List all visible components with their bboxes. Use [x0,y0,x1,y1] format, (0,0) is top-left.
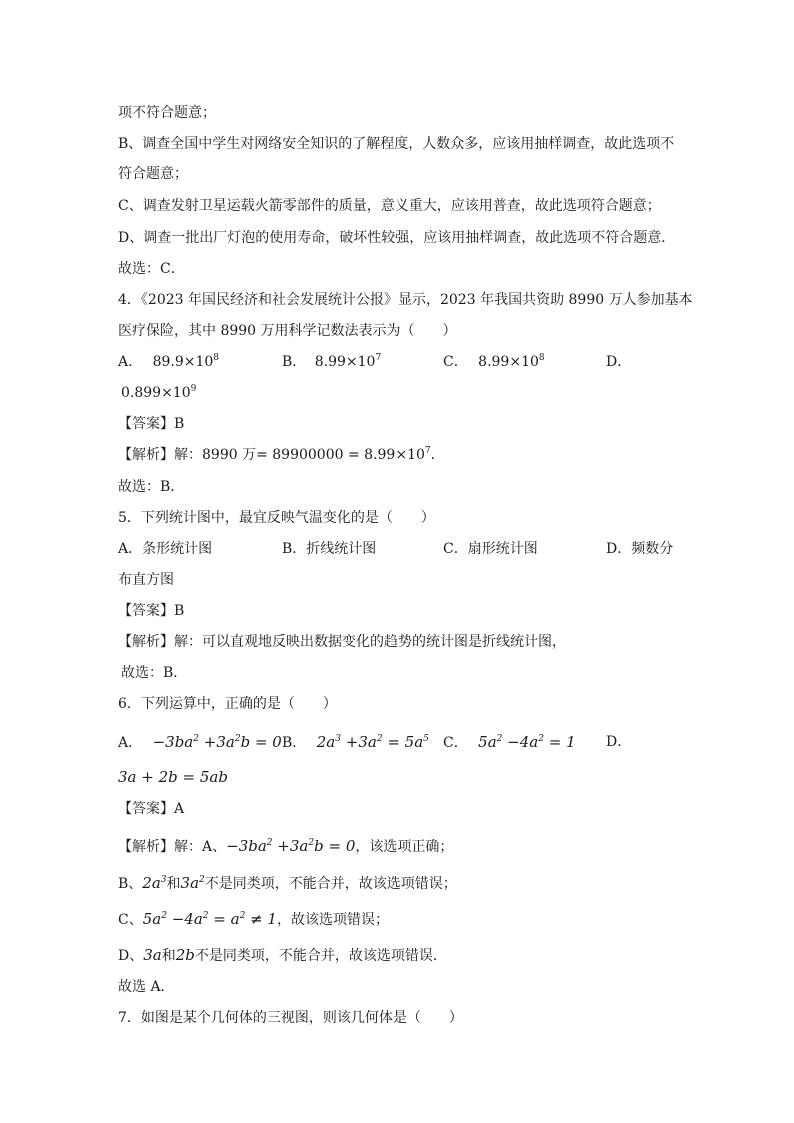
q4-option-c-base: 8.99×10 [478,354,539,370]
q3-analysis-option-d: D、调查一批出厂灯泡的使用寿命，破坏性较强，应该用抽样调查，故此选项不符合题意． [118,230,676,246]
q4-option-b-label: B． [282,354,307,370]
q6-option-b [282,732,429,753]
q6-analysis-a [118,836,453,857]
q3-conclusion: 故选：C． [118,261,185,277]
q5-analysis-text: 解：可以直观地反映出数据变化的趋势的统计图是折线统计图， [174,634,566,650]
q5-stem: 5．下列统计图中，最宜反映气温变化的是（ ） [118,510,435,526]
q4-option-d-exp: 9 [190,384,197,394]
q4-analysis-text: 解：8990 万 [174,447,257,463]
q4-option-d [121,383,196,403]
q6-option-a-expr: $-3ba^2 +3a^2b = 0$ [152,733,282,751]
q5-analysis-tag: 【解析】 [118,634,174,650]
q4-conclusion: 故选：B． [118,479,185,495]
q4-answer-value: B [174,416,185,432]
q4-analysis [118,445,445,465]
q4-analysis-exp: 7 [424,446,431,456]
q5-option-d-cont: 布直方图 [118,572,174,588]
q6-option-b-expr: $2a^3 +3a^2 = 5a^5$ [316,733,429,751]
q6-option-b-label: B． [282,735,307,751]
q6-analysis-d-mid: 和 [161,948,176,964]
q6-answer-value: A [174,801,185,817]
q6-option-c-expr: $5a^2 -4a^2 = 1$ [478,733,576,751]
q4-option-c-label: C． [443,354,468,370]
q6-stem: 6．下列运算中，正确的是（ ） [118,696,337,712]
q6-answer [118,799,184,819]
q5-option-c: C．扇形统计图 [443,541,538,557]
q5-analysis [118,632,566,652]
q6-analysis-c [118,909,389,930]
q6-option-d [118,767,228,788]
q6-option-c-label: C． [443,735,468,751]
q6-analysis-a-expr: $-3ba^2 +3a^2b = 0$ [226,837,356,855]
q7-stem: 7．如图是某个几何体的三视图，则该几何体是（ ） [118,1010,463,1026]
q4-option-d-base: 0.899×10 [121,385,191,401]
q4-analysis-math: = 89900000 = 8.99×10 [256,447,425,463]
q6-analysis-b-pre: B、 [118,876,143,892]
q4-answer [118,414,184,434]
q6-conclusion: 故选 A． [118,979,175,995]
q4-option-b [282,352,381,372]
q6-option-d-label: D． [606,734,632,750]
q3-analysis-option-c: C、调查发射卫星运载火箭零部件的质量，意义重大，应该用普查，故此选项符合题意； [118,198,661,214]
q6-analysis-c-post: ，故该选项错误； [276,912,389,928]
q4-analysis-tag: 【解析】 [118,447,174,463]
q4-analysis-end: ． [430,447,445,463]
q3-analysis-option-b: B、调查全国中学生对网络安全知识的了解程度，人数众多，应该用抽样调查，故此选项不 [118,136,675,152]
q6-analysis-d [118,945,447,966]
q4-option-a-base: 89.9×10 [152,354,214,370]
q4-option-a [118,352,219,372]
q6-analysis-d-post: 不是同类项，不能合并，故该选项错误． [194,948,447,964]
q5-answer-value: B [174,603,185,619]
q6-answer-tag: 【答案】 [118,801,174,817]
q6-option-a-label: A． [118,735,143,751]
q5-answer [118,601,184,621]
q6-analysis-d-pre: D、 [118,948,144,964]
q5-conclusion: 故选：B． [121,665,188,681]
q4-option-c [443,352,545,372]
q4-option-a-exp: 8 [213,353,220,363]
q6-analysis-b-post: 不是同类项，不能合并，故该选项错误； [204,876,457,892]
q6-analysis-b-expr2: $3a^2$ [180,874,205,892]
q6-analysis-a-post: ，该选项正确； [355,839,454,855]
q4-answer-tag: 【答案】 [118,416,174,432]
q3-analysis-option-b-end: 符合题意； [118,166,188,182]
q6-option-d-expr: 3a + 2b = 5ab [118,768,228,786]
q6-analysis-b-mid: 和 [166,876,181,892]
q6-analysis-c-pre: C、 [118,912,143,928]
q5-option-b: B．折线统计图 [282,541,377,557]
q6-analysis-a-pre: 解：A、 [174,839,227,855]
q4-stem-line2: 医疗保险，其中 8990 万用科学记数法表示为（ ） [118,323,457,339]
q4-option-b-exp: 7 [375,353,382,363]
q6-option-a [118,732,282,753]
q4-option-b-base: 8.99×10 [314,354,376,370]
q4-option-a-label: A． [118,354,143,370]
q5-answer-tag: 【答案】 [118,603,174,619]
q6-analysis-c-expr: $5a^2 -4a^2 = a^2 \ne 1$ [142,910,277,928]
q6-option-c [443,732,576,753]
q4-option-d-label: D． [606,354,632,370]
q6-analysis-d-expr1: 3a [143,946,162,964]
q4-stem-line1: 4．《2023 年国民经济和社会发展统计公报》显示，2023 年我国共资助 8990 万人参加基本 [118,292,693,308]
q6-analysis-b-expr1: $2a^3$ [142,874,167,892]
q5-option-d: D．频数分 [606,541,674,557]
q3-analysis-line-a-end: 项不符合题意； [118,105,216,121]
q6-analysis-d-expr2: 2b [175,946,195,964]
q6-analysis-tag: 【解析】 [118,839,174,855]
q4-option-c-exp: 8 [538,353,545,363]
q5-option-a: A．条形统计图 [118,541,213,557]
q6-analysis-b [118,873,457,894]
